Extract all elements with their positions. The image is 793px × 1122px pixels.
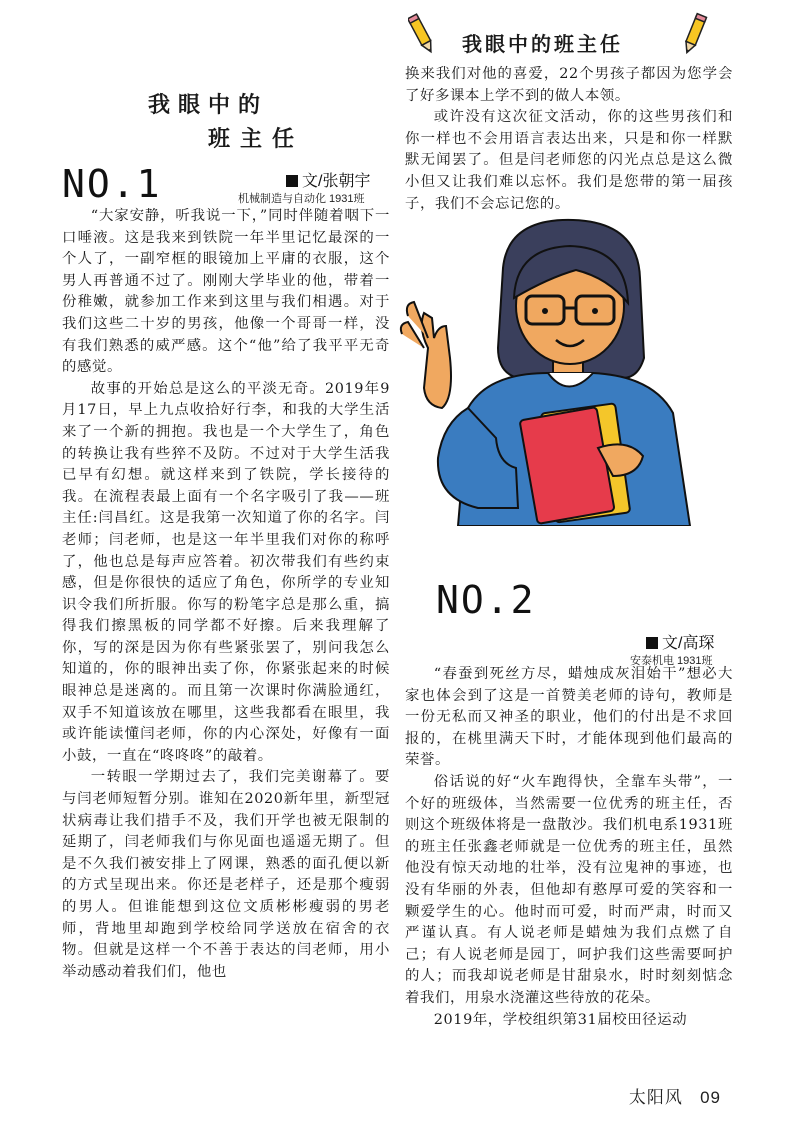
article2-byline <box>646 630 714 653</box>
article1-body <box>62 206 390 983</box>
article2-number: NO.2 <box>436 578 536 622</box>
pencil-icon-left <box>408 12 436 58</box>
side-title-line2: 班主任 <box>208 126 305 152</box>
pencil-icon-right <box>680 12 708 58</box>
article2-class: 安泰机电 1931班 <box>630 655 713 667</box>
header-title: 我眼中的班主任 <box>462 32 623 56</box>
article2-body <box>405 664 733 1031</box>
article1-continuation-1: 换来我们对他的喜爱，22个男孩子都因为您学会了好多课本上学不到的做人本领。 <box>405 66 733 104</box>
article1-byline <box>286 168 370 191</box>
side-title-line1: 我眼中的 <box>148 92 269 118</box>
article1-number: NO.1 <box>62 162 162 206</box>
article2-paragraph-1: “春蚕到死丝方尽，蜡烛成灰泪始干”想必大家也体会到了这是一首赞美老师的诗句，教师是一份无私而又神圣的职业，他们的付出是不求回报的，在桃里满天下时，才能体现到他们最高的荣誉。 <box>405 666 733 769</box>
article1-paragraph-3: 一转眼一学期过去了，我们完美谢幕了。要与闫老师短暂分别。谁知在2020新年里，新型冠状病毒让我们措手不及，我们开学也被无限制的延期了，闫老师我们与你见面也遥遥无期了。但是不久我们被安排上了网课，熟悉的面孔便以新的方式呈现出来。你还是老样子，还是那个瘦弱的男人。但谁能想到这位文质彬彬瘦弱的男老师，背地里却跑到学校给同学送放在宿舍的衣物。但就是这样一个不善于表达的闫老师，用小举动感动着我们们，他也 <box>62 769 390 980</box>
byline-square-icon <box>286 175 298 187</box>
article1-paragraph-2: 故事的开始总是这么的平淡无奇。2019年9月17日，早上九点收拾好行李，和我的大学生活来了一个新的拥抱。我也是一个大学生了，角色的转换让我有些猝不及防。不过对于大学生活我已早有幻想。就这样来到了铁院，学长接待的我。在流程表最上面有一个名字吸引了我——班主任:闫昌红。这是我第一次知道了你的名字。闫老师；闫老师，也是这一年半里我们对你的称呼了，他也总是每声应答着。初次带我们有些约束感，但是你很快的适应了角色，你所学的专业知识令我们所折服。你写的粉笔字总是那么重，搞得我们擦黑板的同学都不好擦。后来我理解了你，写的深是因为你有些紧张罢了，别问我怎么知道的，你的眼神出卖了你，你紧张起来的时候眼神总是迷离的。而且第一次课时你满脸通红，双手不知道该放在哪里，这些我都看在眼里，我或许能读懂闫老师，你的内心深处，好像有一面小鼓，一直在“咚咚咚”的敲着。 <box>62 380 390 764</box>
article1-author: 文/张朝宇 <box>302 173 371 190</box>
article1-continuation-2: 或许没有这次征文活动，你的这些男孩们和你一样也不会用语言表达出来，只是和你一样默默无闻罢了。但是闫老师您的闪光点总是这么微小但又让我们难以忘怀。我们是您带的第一届孩子，我们不会忘记您的。 <box>405 109 733 212</box>
magazine-name: 太阳风 <box>628 1088 683 1107</box>
byline-square-icon <box>646 637 658 649</box>
page-footer <box>629 1083 721 1108</box>
article2-author: 文/高琛 <box>662 635 715 652</box>
article1-class: 机械制造与自动化 1931班 <box>238 193 365 205</box>
article2-paragraph-3: 2019年，学校组织第31届校田径运动 <box>433 1011 688 1028</box>
article1-continuation <box>405 64 733 215</box>
article2-paragraph-2: 俗话说的好“火车跑得快，全靠车头带”，一个好的班级体，当然需要一位优秀的班主任，否则这个班级体将是一盘散沙。我们机电系1931班的班主任张鑫老师就是一位优秀的班主任，虽然他没有惊天动地的壮举，没有泣鬼神的事迹，也没有华丽的外表，但他却有憨厚可爱的笑容和一颗爱学生的心。他时而可爱，时而严肃，时而又严谨认真。有人说老师是蜡烛为我们点燃了自己；有人说老师是园丁，呵护我们这些需要呵护的人；而我却说老师是甘甜泉水，时时刻刻惦念着我们，用泉水浇灌这些待放的花朵。 <box>405 773 733 1006</box>
teacher-illustration <box>398 208 698 526</box>
page-number: 09 <box>700 1088 721 1107</box>
article1-paragraph-1: “大家安静，听我说一下，”同时伴随着咽下一口唾液。这是我来到铁院一年半里记忆最深的一个人了，一副窄框的眼镜加上平庸的衣服，这个男人再普通不过了。刚刚大学毕业的他，带着一份稚嫩，就参加工作来到这里与我们相遇。对于我们这些二十岁的男孩，他像一个哥哥一样，没有我们熟悉的威严感。这个“他”给了我平平无奇的感觉。 <box>62 208 390 376</box>
